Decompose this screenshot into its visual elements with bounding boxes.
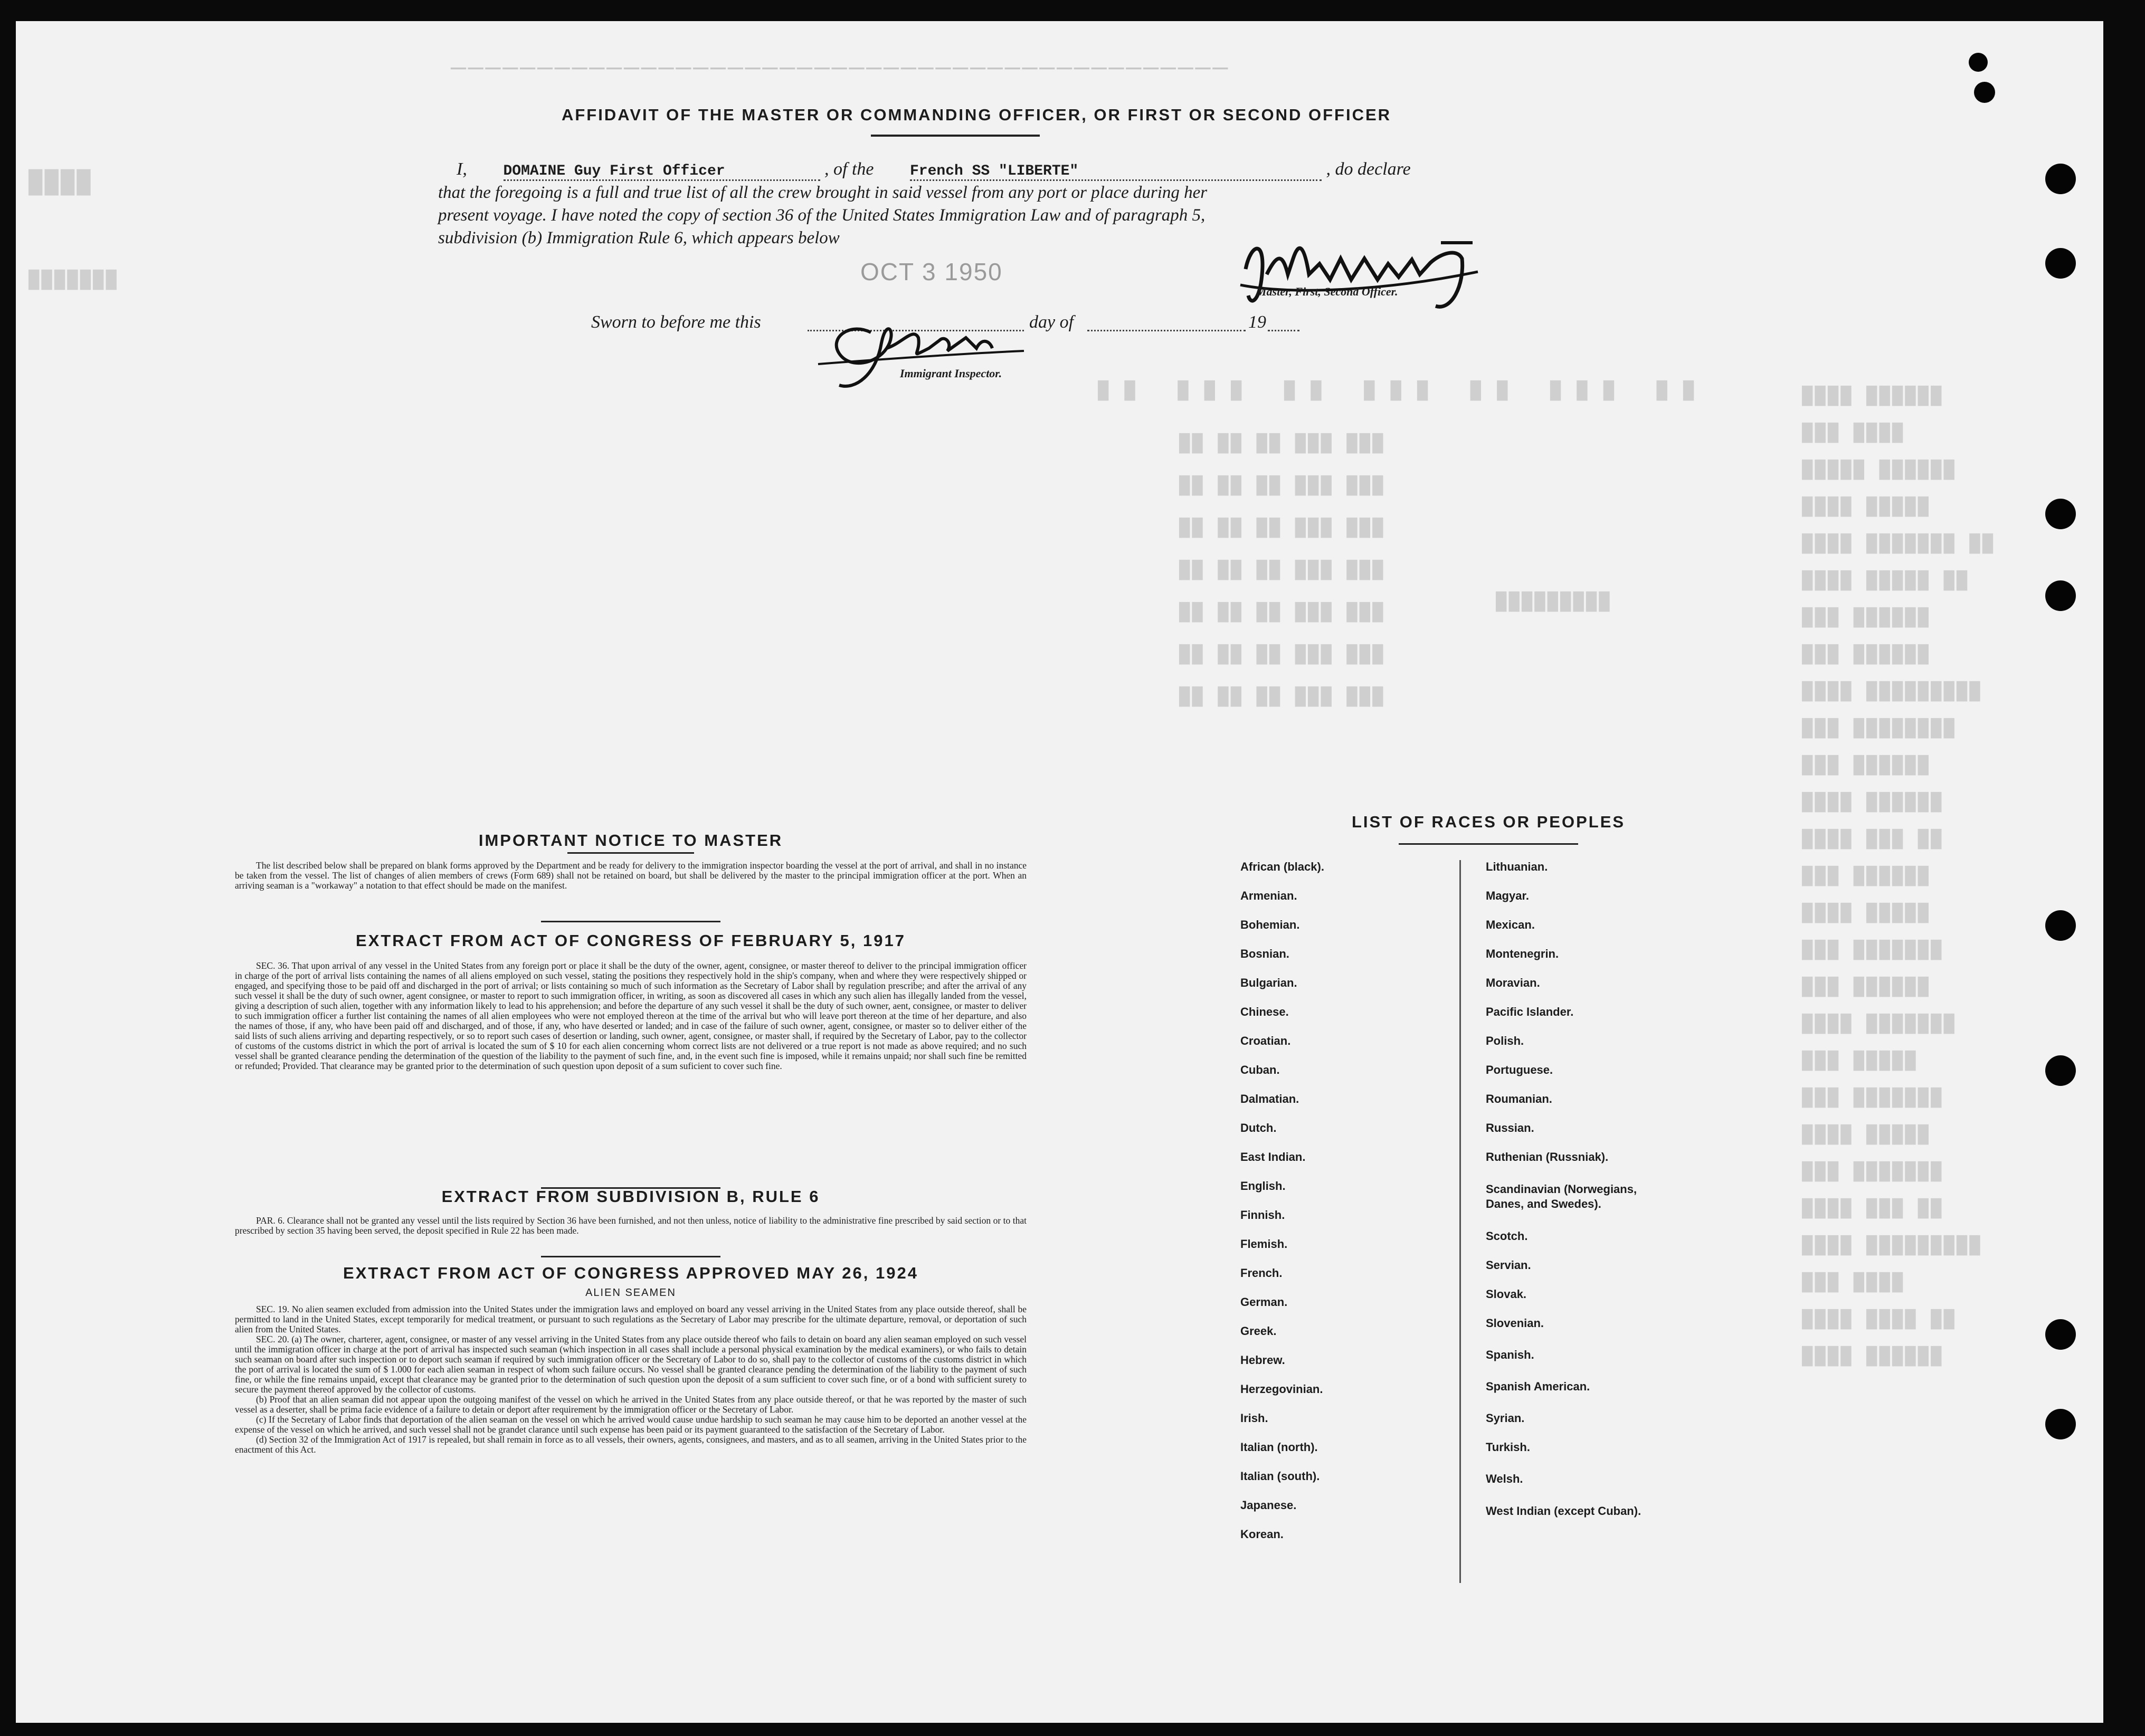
race-item: Armenian. [1240,889,1297,902]
subdivision-b-body [235,1216,1027,1236]
race-item: Magyar. [1486,889,1529,902]
race-item: Korean. [1240,1528,1284,1541]
extract-1917-body [235,961,1027,1071]
race-item: Scotch. [1486,1229,1528,1243]
race-item: Pacific Islander. [1486,1005,1574,1018]
of-the-label: , of the [824,159,874,179]
year-prefix: 19 [1248,312,1266,332]
extract-1917-heading: EXTRACT FROM ACT OF CONGRESS OF FEBRUARY 5, 1917 [356,931,906,950]
inspector-caption: Immigrant Inspector. [900,367,1002,380]
notice-heading-rule [567,852,694,854]
race-item: Finnish. [1240,1208,1285,1222]
extract-1924-subheading: ALIEN SEAMEN [585,1287,676,1299]
notice-paragraph: The list described below shall be prepared on blank forms approved by the Department and be ready for delivery to the immigration inspector boarding the vessel at the port of arrival, and shall in no instance be taken from the vessel. The list of changes of alien members of crews (Form 689) shall not be retained on board, but shall be delivered by the master to the principal immigration officer at the port. When an arriving seaman is a "workaway" a notation to that effect should be made on the manifest. [235,860,1027,891]
race-item: Bulgarian. [1240,976,1297,989]
notice-section [235,831,1027,891]
race-item: English. [1240,1179,1286,1193]
officer-name-field: DOMAINE Guy First Officer [504,163,820,181]
affidavit-line-1 [457,159,1411,181]
race-item: French. [1240,1266,1283,1280]
day-of-label: day of [1029,312,1074,332]
affidavit-heading-rule [871,135,1040,137]
punch-hole [2045,1319,2076,1350]
notice-separator [541,921,720,922]
race-item: Syrian. [1486,1411,1525,1425]
date-stamp: OCT 3 1950 [860,258,1003,285]
race-item: East Indian. [1240,1150,1306,1163]
punch-hole [2045,499,2076,529]
punch-hole [2045,580,2076,611]
race-item: Roumanian. [1486,1092,1552,1105]
subdivision-b-section [235,1187,1027,1236]
race-item: Spanish American. [1486,1380,1590,1393]
races-heading-rule [1399,843,1578,845]
race-item: Ruthenian (Russniak). [1486,1150,1609,1163]
race-item: Irish. [1240,1411,1268,1425]
race-item: Lithuanian. [1486,860,1548,873]
race-item: Chinese. [1240,1005,1289,1018]
race-item: Servian. [1486,1258,1531,1272]
extract-1924-paragraph: (b) Proof that an alien seaman did not appear upon the outgoing manifest of the vessel on which he arrived in the United States from any place outside thereof, or that he was reported by the master of such vessel as a deserter, shall be prima facie evidence of a failure to detain or deport after requirement by the immigration officer or the Secretary of Labor. [235,1394,1027,1415]
races-column-divider [1459,860,1461,1583]
race-item: Spanish. [1486,1348,1534,1361]
race-item: Mexican. [1486,918,1535,931]
race-item: Japanese. [1240,1499,1297,1512]
punch-hole [2045,248,2076,279]
notice-heading: IMPORTANT NOTICE TO MASTER [478,831,783,850]
extract-1917-section [235,931,1027,1071]
race-item: Turkish. [1486,1441,1530,1454]
race-item: Croatian. [1240,1034,1291,1047]
i-label: I, [457,159,467,179]
race-item: Dalmatian. [1240,1092,1299,1105]
race-item: Greek. [1240,1324,1277,1338]
notice-body [235,861,1027,891]
race-item: Dutch. [1240,1121,1277,1134]
extract-1917-paragraph: SEC. 36. That upon arrival of any vessel in the United States from any foreign port or place it shall be the duty of the owner, agent, consignee, or master thereof to deliver to the principal immigration officer in charge of the port of arrival lists containing the names of all aliens employed on such vessel, stating the positions they respectively hold in the ship's company, when and where they were respectively shipped or engaged, and specifying those to be paid off and discharged in the port of arrival; or lists containing so much of such information as the Secretary of Labor shall by regulation prescribe; and after the arrival of any such vessel it shall be the duty of such owner, agent consignee, or master to report to such immigration officer, in writing, as soon as discovered all cases in which any such alien has illegally landed from the vessel, giving a description of such alien, together with any information likely to lead to his apprehension; and before the departure of any such vessel it shall be the duty of such owner, aent, consignee, or master to deliver to such immigration officer a further list containing the names of all alien employees who were not employed thereon at the time of the arrival but who will leave port thereon at the time of her departure, and also the names of those, if any, who have been paid off and discharged, and of those, if any, who have deserted or landed; and in case of the failure of such owner, agent, consignee, or master so to deliver either of the said lists of such aliens arriving and departing respectively, or so to report such cases of desertion or landing, such owner, agent, consignee, or master shall, if required by the Secretary of Labor, pay to the collector of customs of the customs district in which the port of arrival is located the sum of $ 10 for each alien concerning whom correct lists are not delivered or a true report is not made as above required; and no such vessel shall be granted clearance pending the determination of the question of the liability to the payment of such fine, and, in the event such fine is imposed, while it remains unpaid; nor shall such fine be remitted or refunded; Provided. That clearance may be granted prior to the determination of such question upon deposit of a sum suficient to cover such fine. [235,960,1027,1071]
affidavit-line-4: subdivision (b) Immigration Rule 6, which appears below [438,228,840,247]
sworn-year-field [1268,330,1299,331]
race-item: Slovak. [1486,1287,1527,1301]
extract-1924-paragraph: SEC. 20. (a) The owner, charterer, agent, consignee, or master of any vessel arriving in the United States from any place outside thereof who fails to detain on board any alien seaman employed on such vessel until the immigration officer in charge at the port of arrival has inspected such seaman (which inspection in all cases shall include a personal physical examination by the medical examiners), or who fails to detain such seaman on board after such inspection or to deport such seaman if required by such immigration officer or the Secretary of Labor to do so, shall pay to the collector of customs of the customs district in which the port of arrival is located the sum of $ 1.000 for each alien seaman in respect of whom such failure occurs. No vessel shall be granted clearance pending the determination of the liability to the payment of such fine, or while the fine remains unpaid, except that clearance may be granted prior to the determination of such question upon the deposit of a sum sufficient to cover such fine, or of a bond with sufficient surety to secure the payment thereof approved by the collector of customs. [235,1334,1027,1395]
affidavit-line-2: that the foregoing is a full and true list of all the crew brought in said vessel from any port or place during her [438,183,1208,202]
race-item: Hebrew. [1240,1353,1285,1367]
punch-hole [2045,1409,2076,1439]
race-item: Polish. [1486,1034,1524,1047]
race-item: Russian. [1486,1121,1534,1134]
race-item: West Indian (except Cuban). [1486,1504,1641,1518]
race-item: German. [1240,1295,1288,1309]
subdivision-b-separator [541,1256,720,1257]
affidavit-line-3: present voyage. I have noted the copy of section 36 of the United States Immigration Law and of paragraph 5, [438,206,1206,225]
extract-1924-heading: EXTRACT FROM ACT OF CONGRESS APPROVED MAY 26, 1924 [343,1264,918,1282]
race-item: Flemish. [1240,1237,1288,1251]
punch-hole [2045,164,2076,194]
extract-1924-paragraph: (c) If the Secretary of Labor finds that deportation of the alien seaman on the vessel on which he arrived would cause undue hardship to such seaman he may cause him to be deported an another vessel at the expense of the vessel on which he arrived, and such vessel shall not be grandet clarance until such expense has been paid or its payment guaranteed to the satisfaction of the Secretary of Labor. [235,1414,1027,1435]
officer-caption: Master, First, Second Officer. [1256,285,1398,298]
subdivision-b-paragraph: PAR. 6. Clearance shall not be granted any vessel until the lists required by Section 36 have been furnished, and not then unless, notice of liability to the administrative fine prescribed by said section or to that prescribed by section 35 having been served, the deposit specified in Rule 22 has been made. [235,1215,1027,1236]
punch-hole [1974,82,1995,103]
race-item: Bohemian. [1240,918,1300,931]
vessel-field: French SS "LIBERTE" [910,163,1322,181]
race-item: Slovenian. [1486,1317,1544,1330]
race-item: African (black). [1240,860,1324,873]
race-item: Herzegovinian. [1240,1382,1323,1396]
race-item: Italian (south). [1240,1470,1320,1483]
punch-hole [2045,1055,2076,1086]
sworn-label: Sworn to before me this [591,312,761,332]
extract-1924-section [235,1264,1027,1455]
extract-1924-paragraph: (d) Section 32 of the Immigration Act of 1917 is repealed, but shall remain in force as to all vessels, their owners, agents, consignees, and masters, and as to all seamen, arriving in the United States prior to the enactment of this Act. [235,1434,1027,1455]
race-item: Welsh. [1486,1472,1523,1485]
manifest-back-page: ───────────────────────────────────────────── ██████ ████ ████ ███ ██████ █████ █████ ████ ██ ███████ ████ ██ █████ ████ ██████ ███ ██████ ███ █████████ ████ ████████ ███ ██████ ███ ██████ ████ ██ ███ ████ ██████ ███ █████ ████ ███████ ███ ██████ ███ ███████ ████ █████ ███ ███████ ███ █████ ████ ███████ ███ ██ ███ ████ █████████ ████ ████ ███ ██ ████ ████ ██████ ████ ██ ███ ██ ███ ██ ███ ██ ███ ███ ██ ██ ██ ███ ███ ██ ██ ██ ███ ███ ██ ██ ██ ███ ███ ██ ██ ██ ███ ███ ██ ██ ██ ███ ███ ██ ██ ██ ███ ███ ██ ██ ██ █████████ ███████ ████ AFFIDAVIT OF THE MASTER OR COMMANDING OFFICER, OR FIRST OR SECOND OFFICER I, DOMAINE Guy First Officer , of the French SS "LIBERTE" , do declare that the foregoing is a full and true list of all the crew brought in said vessel from any port or place during her present voyage. I have noted the copy of section 36 of the United States Immigration Law and of paragraph 5, subdivision (b) Immigration Rule 6, which appears below OCT 3 1950 Master, First, Second Officer. Sworn to before me this day of 19 Immigrant Inspector. IMPORTANT NOTICE TO MASTER The list described below shall be prepared on blank forms approved by the Department and be ready for delivery to the immigration inspector boarding the vessel at the port of arrival, and shall in no instance be taken from the vessel. The list of changes of alien members of crews (Form 689) shall not be retained on board, but shall be delivered by the master to the principal immigration officer at the port. When an arriving seaman is a "workaway" a notation to that effect should be made on the manifest. EXTRACT FROM ACT OF CONGRESS OF FEBRUARY 5, 1917 SEC. 36. That upon arrival of any vessel in the United States from any foreign port or place it shall be the duty of the owner, agent, consignee, or master thereof to deliver to the principal immigration officer in charge of the port of arrival lists containing the names of all aliens employed on such vessel, stating the positions they respectively hold in the ship's company, when and where they were respectively shipped or engaged, and specifying those to be paid off and discharged in the port of arrival; or lists containing so much of such information as the Secretary of Labor shall by regulation prescribe; and after the arrival of any such vessel it shall be the duty of such owner, agent consignee, or master to report to such immigration officer, in writing, as soon as discovered all cases in which any such alien has illegally landed from the vessel, giving a description of such alien, together with any information likely to lead to his apprehension; and before the departure of any such vessel it shall be the duty of such owner, aent, consignee, or master to deliver to such immigration officer a further list containing the names of all alien employees who were not employed thereon at the time of the arrival but who will leave port thereon at the time of her departure, and also the names of those, if any, who have been paid off and discharged, and of those, if any, who have deserted or landed; and in case of the failure of such owner, agent, consignee, or master so to deliver either of the said lists of such aliens arriving and departing respectively, or so to report such cases of desertion or landing, such owner, agent, consignee, or master shall, if required by the Secretary of Labor, pay to the collector of customs of the customs district in which the port of arrival is located the sum of $ 10 for each alien concerning whom correct lists are not delivered or a true report is not made as above required; and no such vessel shall be granted clearance pending the determination of the question of the liability to the payment of such fine, and, in the event such fine is imposed, while it remains unpaid; nor shall such fine be remitted or refunded; Provided. That clearance may be granted prior to the determination of such question upon deposit of a sum suficient to cover such fine. EXTRACT FROM SUBDIVISION B, RULE 6 PAR. 6. Clearance shall not be granted any vessel until the lists required by Section 36 have been furnished, and not then unless, notice of liability to the administrative fine prescribed by said section or to that prescribed by section 35 having been served, the deposit specified in Rule 22 has been made. EXTRACT FROM ACT OF CONGRESS APPROVED MAY 26, 1924 ALIEN SEAMEN SEC. 19. No alien seamen excluded from admission into the United States under the immigration laws and employed on board any vessel arriving in the United States from any place outside thereof, shall be permitted to land in the United States, except temporarily for medical treatment, or pursuant to such regulations as the Secretary of Labor may prescribe for the ultimate departure, removal, or deportation of such alien from the United States. SEC. 20. (a) The owner, charterer, agent, consignee, or master of any vessel arriving in the United States from any place outside thereof who fails to detain on board any alien seaman employed on such vessel until the immigration officer in charge at the port of arrival has inspected such seaman (which inspection in all cases shall include a personal physical examination by the medical examiners), or who fails to detain such seaman on board after such inspection or to deport such seaman if required by such immigration officer or the Secretary of Labor to do so, shall pay to the collector of customs of the customs district in which the port of arrival is located the sum of $ 1.000 for each alien seaman in respect of whom such failure occurs. No vessel shall be granted clearance pending the determination of the liability to the payment of such fine, or while the fine remains unpaid, except that clearance may be granted prior to the determination of such question upon the deposit of a sum sufficient to cover such fine, or of a bond with sufficient surety to secure the payment thereof approved by the collector of customs. (b) Proof that an alien seaman did not appear upon the outgoing manifest of the vessel on which he arrived in the United States from any place outside thereof, or that he was reported by the master of such vessel as a deserter, shall be prima facie evidence of a failure to detain or deport after requirement by the immigration officer or the Secretary of Labor. (c) If the Secretary of Labor finds that deportation of the alien seaman on the vessel on which he arrived would cause undue hardship to such seaman he may cause him to be deported an another vessel at the expense of the vessel on which he arrived, and such vessel shall not be grandet clarance until such expense has been paid or its payment guaranteed to the satisfaction of the Secretary of Labor. (d) Section 32 of the Immigration Act of 1917 is repealed, but shall remain in force as to all vessels, their owners, agents, consignees, and masters, and as to all seamen, arriving in the United States prior to the enactment of this Act. LIST OF RACES OR PEOPLES African (black). Armenian. Bohemian. Bosnian. Bulgarian. Chinese. Croatian. Cuban. Dalmatian. Dutch. East Indian. English. Finnish. Flemish. French. German. Greek. Hebrew. Herzegovinian. Irish. Italian (north). Italian (south). Japanese. Korean. Lithuanian. Magyar. Mexican. Montenegrin. Moravian. Pacific Islander. Polish. Portuguese. Roumanian. Russian. Ruthenian (Russniak). Scandinavian (Norwegians, Danes, and Swedes). Scotch. Servian. Slovak. Slovenian. Spanish. Spanish American. Syrian. Turkish. Welsh. West Indian (except Cuban). [16,21,2103,1723]
punch-hole [1969,53,1988,72]
extract-1924-paragraph: SEC. 19. No alien seamen excluded from admission into the United States under the immigration laws and employed on board any vessel arriving in the United States from any place outside thereof, shall be permitted to land in the United States, except temporarily for medical treatment, or pursuant to such regulations as the Secretary of Labor may prescribe for the ultimate departure, removal, or deportation of such alien from the United States. [235,1304,1027,1334]
punch-hole [2045,910,2076,941]
race-item: Moravian. [1486,976,1540,989]
race-item: Cuban. [1240,1063,1280,1076]
sworn-month-field [1087,330,1246,331]
race-item: Bosnian. [1240,947,1289,960]
race-item: Scandinavian (Norwegians, Danes, and Swedes). [1486,1182,1637,1210]
race-item: Italian (north). [1240,1441,1318,1454]
do-declare-label: , do declare [1326,159,1411,179]
affidavit-heading: AFFIDAVIT OF THE MASTER OR COMMANDING OFFICER, OR FIRST OR SECOND OFFICER [561,106,1392,124]
inspector-signature [808,301,1029,396]
race-item: Portuguese. [1486,1063,1553,1076]
subdivision-b-heading: EXTRACT FROM SUBDIVISION B, RULE 6 [441,1187,820,1206]
extract-1924-body [235,1304,1027,1455]
race-item: Montenegrin. [1486,947,1559,960]
races-heading: LIST OF RACES OR PEOPLES [1351,813,1626,831]
officer-signature [1230,222,1488,322]
